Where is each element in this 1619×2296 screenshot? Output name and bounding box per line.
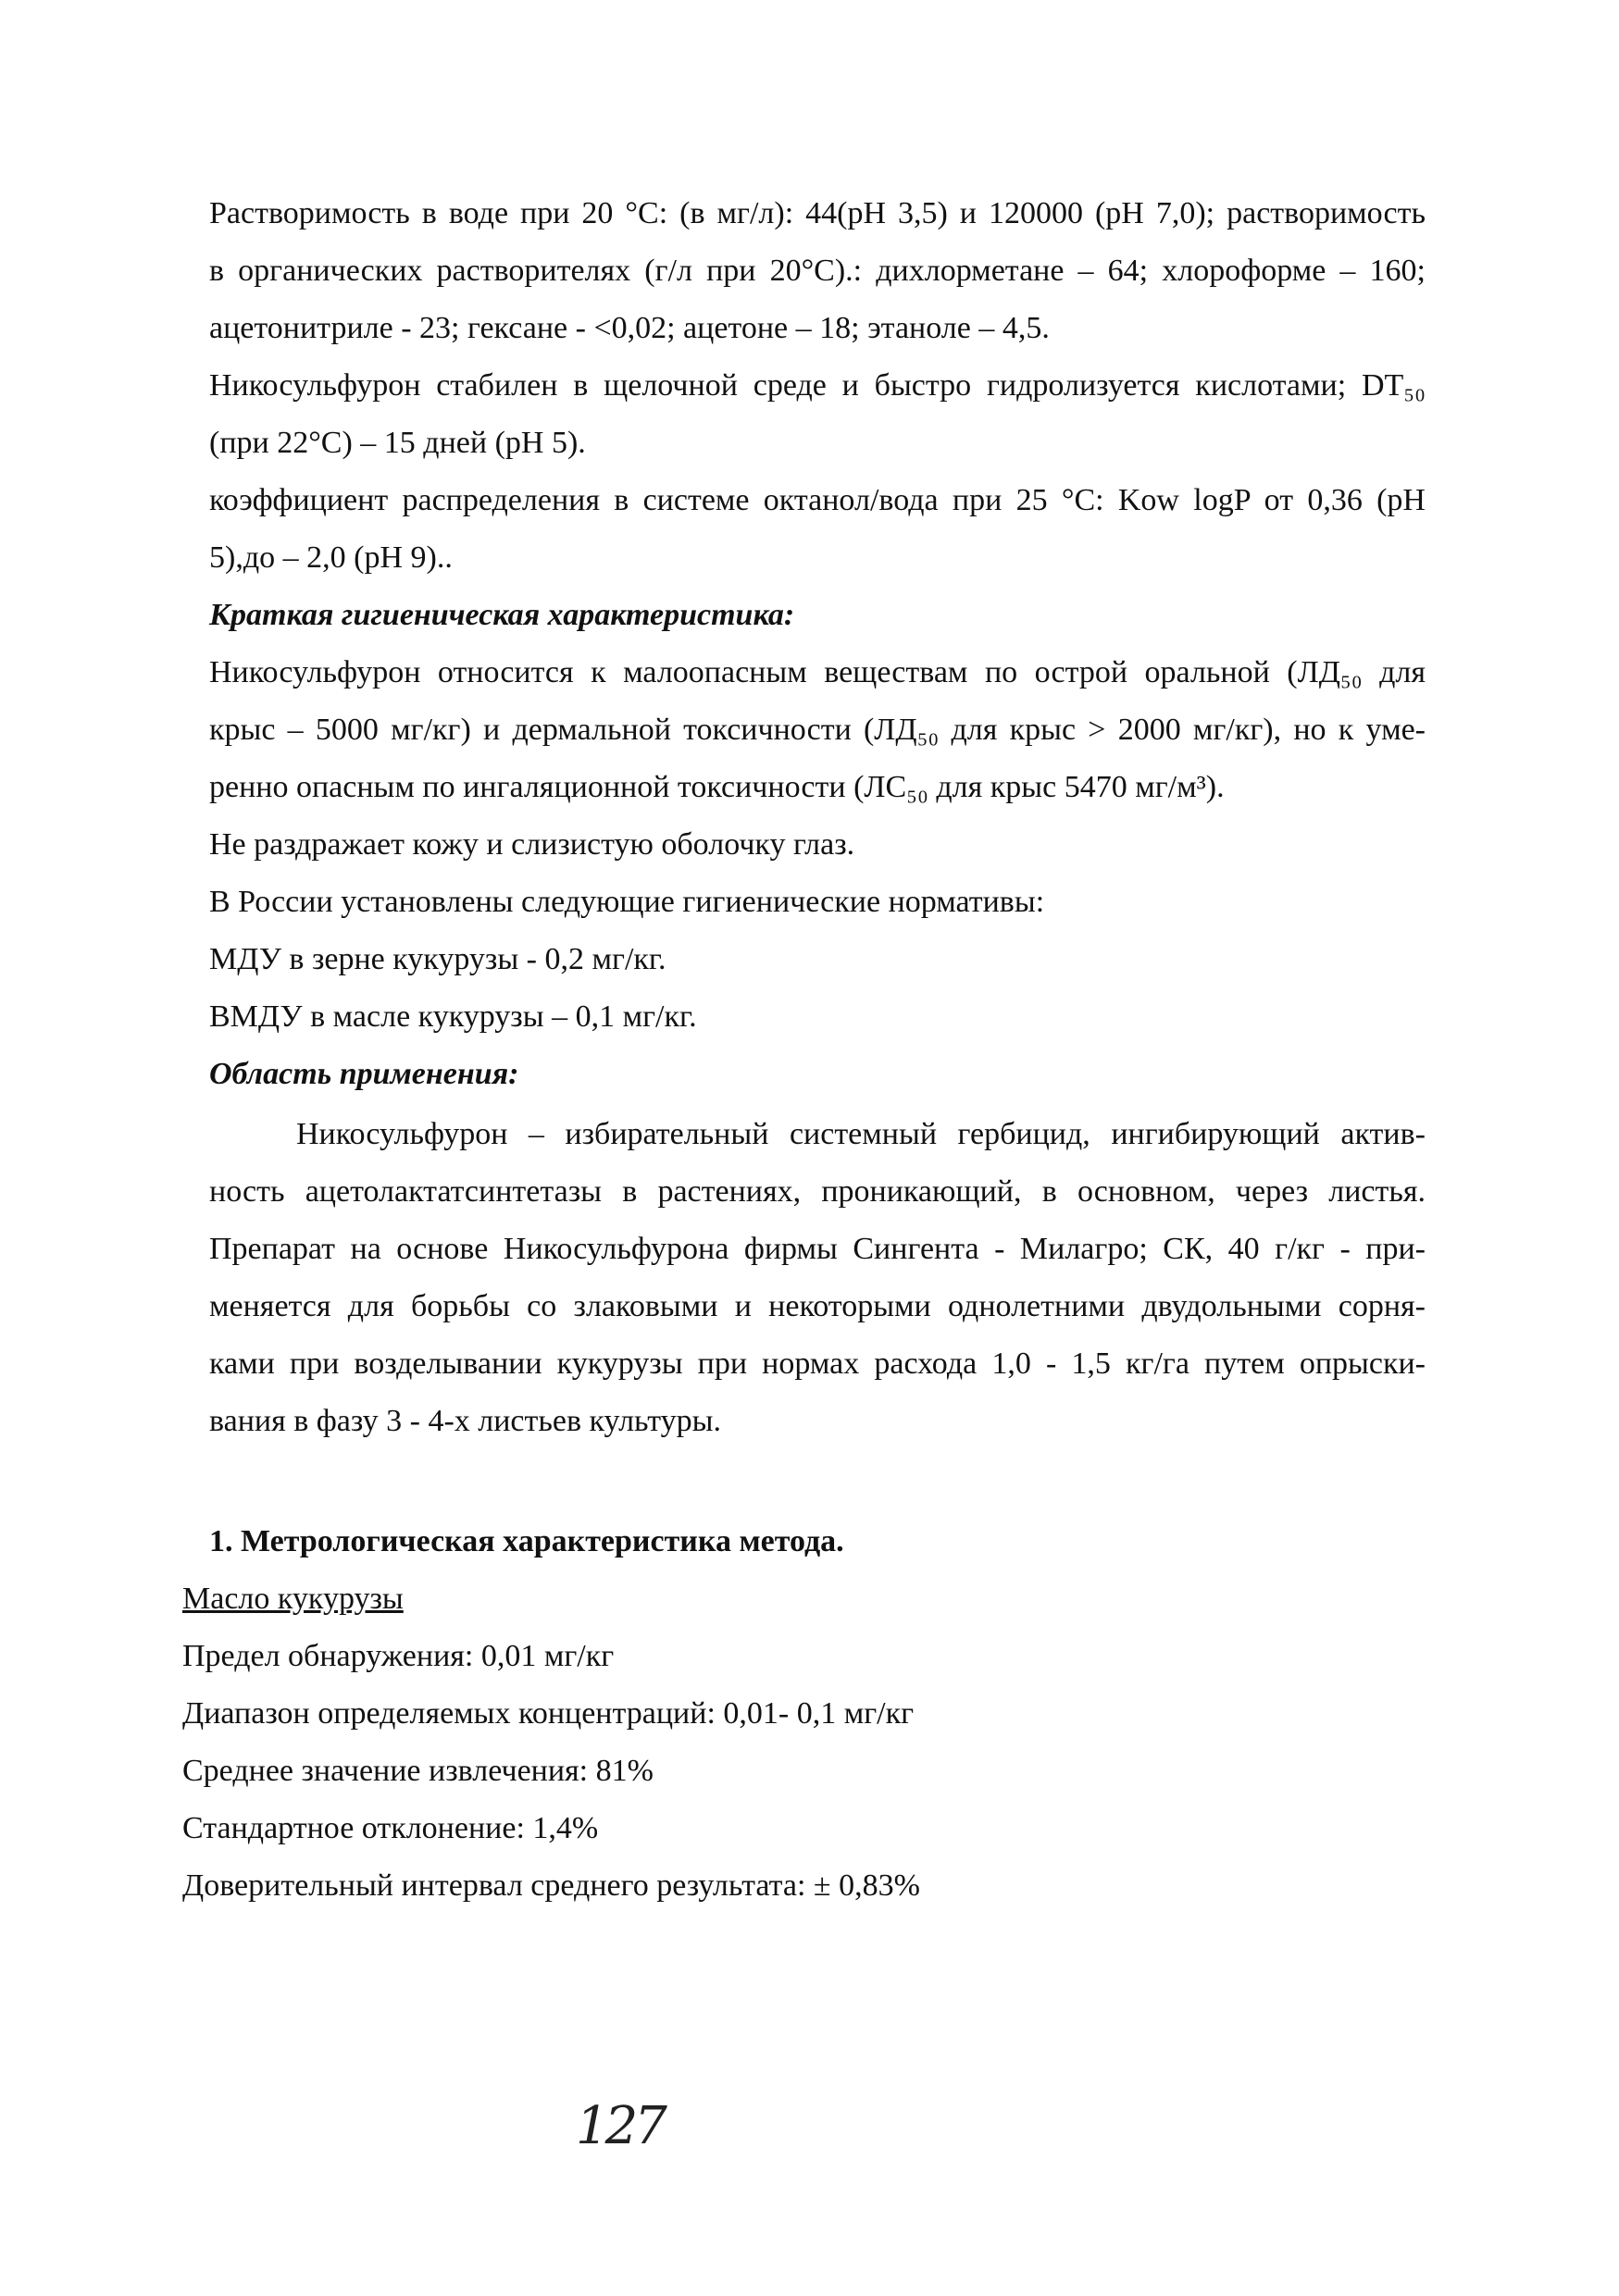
stability-line-2: (при 22°С) – 15 дней (pH 5). [209, 426, 586, 460]
toxicity-line-3: ренно опасным по ингаляционной токсичности (ЛС₅₀ для крыс 5470 мг/м³). [209, 770, 1225, 804]
application-line-4: меняется для борьбы со злаковыми и некоторыми однолетними двудольными сорня- [209, 1289, 1426, 1323]
handwritten-page-number: 127 [576, 2096, 664, 2156]
confidence-interval-line: Доверительный интервал среднего результата: ± 0,83% [182, 1868, 920, 1903]
partition-line-1: коэффициент распределения в системе октанол/вода при 25 °С: Kow logP от 0,36 (pH [209, 483, 1426, 517]
standard-deviation-line: Стандартное отклонение: 1,4% [182, 1811, 599, 1845]
solubility-line-1: Растворимость в воде при 20 °С: (в мг/л): 44(pH 3,5) и 120000 (pH 7,0); растворимость [209, 196, 1426, 230]
concentration-range-line: Диапазон определяемых концентраций: 0,01- 0,1 мг/кг [182, 1696, 915, 1731]
application-line-3: Препарат на основе Никосульфурона фирмы Сингента - Милагро; СК, 40 г/кг - при- [209, 1232, 1426, 1266]
partition-line-2: 5),до – 2,0 (pH 9).. [209, 540, 453, 575]
application-line-2: ность ацетолактатсинтетазы в растениях, проникающий, в основном, через листья. [209, 1174, 1426, 1209]
application-heading: Область применения: [209, 1057, 519, 1091]
solubility-line-3: ацетонитриле - 23; гексане - <0,02; ацетоне – 18; этаноле – 4,5. [209, 311, 1050, 345]
norms-intro-line: В России установлены следующие гигиенические нормативы: [209, 885, 1045, 919]
hygiene-heading: Краткая гигиеническая характеристика: [209, 598, 795, 632]
metrology-heading: 1. Метрологическая характеристика метода. [209, 1524, 844, 1558]
vmdu-oil-line: ВМДУ в масле кукурузы – 0,1 мг/кг. [209, 999, 697, 1034]
application-line-6: вания в фазу 3 - 4-х листьев культуры. [209, 1404, 721, 1438]
toxicity-line-1: Никосульфурон относится к малоопасным веществам по острой оральной (ЛД₅₀ для [209, 655, 1426, 689]
solubility-line-2: в органических растворителях (г/л при 20°С).: дихлорметане – 64; хлороформе – 160; [209, 254, 1426, 288]
mdu-grain-line: МДУ в зерне кукурузы - 0,2 мг/кг. [209, 942, 666, 976]
stability-line-1: Никосульфурон стабилен в щелочной среде и быстро гидролизуется кислотами; DT₅₀ [209, 368, 1426, 403]
application-line-5: ками при возделывании кукурузы при нормах расхода 1,0 - 1,5 кг/га путем опрыски- [209, 1347, 1426, 1381]
irritation-line: Не раздражает кожу и слизистую оболочку глаз. [209, 827, 855, 862]
matrix-subheading: Масло кукурузы [182, 1582, 404, 1616]
mean-recovery-line: Среднее значение извлечения: 81% [182, 1754, 654, 1788]
detection-limit-line: Предел обнаружения: 0,01 мг/кг [182, 1639, 615, 1673]
application-line-1: Никосульфурон – избирательный системный гербицид, ингибирующий актив- [296, 1117, 1426, 1151]
toxicity-line-2: крыс – 5000 мг/кг) и дермальной токсичности (ЛД₅₀ для крыс > 2000 мг/кг), но к уме- [209, 713, 1426, 747]
